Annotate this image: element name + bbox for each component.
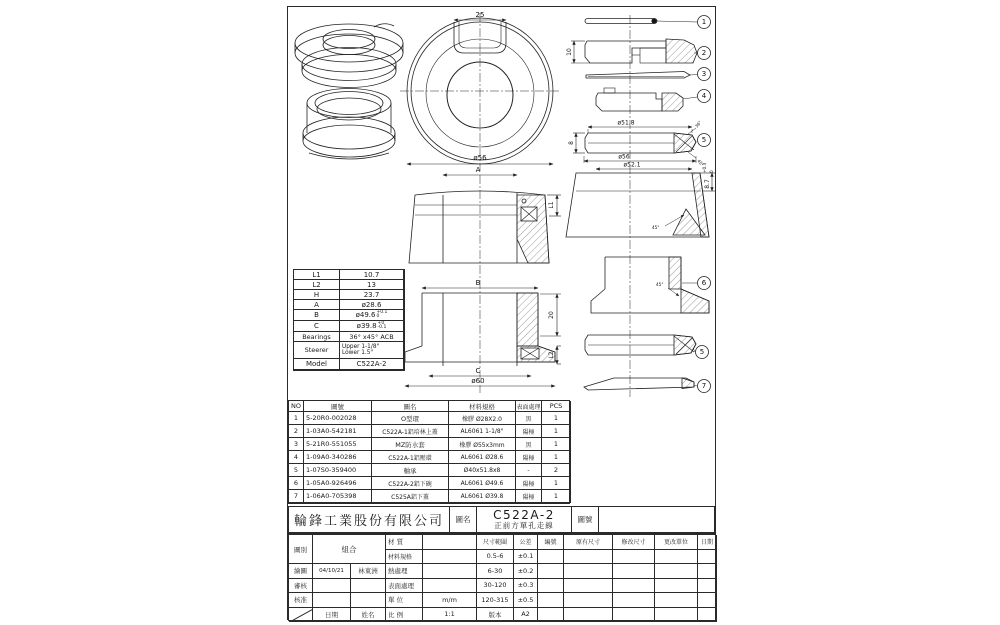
rev-cell [655, 550, 698, 565]
spec-value: 36° x45° ACB [340, 332, 404, 342]
version-value: A2 [514, 608, 538, 623]
steerer-lower: Lower 1.5" [342, 350, 374, 356]
material-spec-label: 材料規格 [386, 550, 423, 565]
date-label: 日期 [313, 608, 351, 623]
rev-cell [613, 550, 655, 565]
part-name: C525A鋁下蓋 [372, 490, 449, 503]
top-view [400, 11, 560, 171]
spec-label: Steerer [294, 342, 340, 359]
drawing-sheet [287, 6, 716, 620]
dim-headtube-od: ø52.1 [623, 161, 641, 169]
balloon-5b-label: 5 [699, 348, 705, 356]
spec-label: C [294, 321, 340, 332]
balloon-7-label: 7 [701, 382, 707, 390]
tol-range: 30-120 [477, 579, 514, 594]
material-value [423, 535, 477, 550]
tolerance-stack [378, 322, 387, 330]
part-no: 4 [289, 451, 304, 464]
rev-cell [613, 593, 655, 608]
approve-date [313, 593, 351, 608]
part-no: 1 [289, 412, 304, 425]
assembly-section [405, 154, 561, 393]
col-header: 表面處理 [516, 401, 542, 412]
part-number: 1-03A0-542181 [304, 425, 372, 438]
part-qty: 1 [542, 490, 571, 503]
rev-cell [613, 579, 655, 594]
rev-header-modified: 修改尺寸 [613, 535, 655, 550]
check-date [313, 579, 351, 594]
scale-value: 1:1 [423, 608, 477, 623]
part-name: MZ防水套 [372, 438, 449, 451]
unit-value: m/m [423, 593, 477, 608]
part-qty: 1 [542, 477, 571, 490]
spec-value: ø28.6 [340, 300, 404, 310]
serial-cell [538, 593, 564, 608]
drawing-number-value [599, 507, 715, 533]
drawing-name-label: 圖名 [450, 507, 477, 533]
rev-header-date: 日期 [698, 535, 717, 550]
part-finish: 陽極 [516, 477, 542, 490]
tol-value: ±0.2 [514, 564, 538, 579]
part-material: AL6061 1-1/8" [449, 425, 516, 438]
tol-value: ±0.5 [514, 593, 538, 608]
part-no: 3 [289, 438, 304, 451]
rev-cell [698, 564, 717, 579]
seal-profile [586, 72, 690, 79]
spec-value [340, 310, 404, 321]
part-material: AL6061 Ø39.8 [449, 490, 516, 503]
compression-ring-profile [596, 93, 662, 111]
spec-value-main: ø49.6 [355, 311, 376, 319]
part-name: 軸承 [372, 464, 449, 477]
dim-bearing-height: 8 [568, 141, 575, 145]
part-number: 1-09A0-340286 [304, 451, 372, 464]
slash-cell [289, 608, 313, 623]
approve-name [351, 593, 386, 608]
part-no: 7 [289, 490, 304, 503]
tol-top: +0.1 [376, 310, 388, 315]
parts-table [288, 400, 570, 504]
hatch-fill [681, 289, 709, 313]
part-material: Ø40x51.8x8 [449, 464, 516, 477]
rev-cell [564, 593, 613, 608]
dim-bearing-angle-45: 45° [696, 158, 705, 168]
hatch-fill [517, 293, 538, 346]
tol-value: ±0.1 [514, 550, 538, 565]
spec-label: H [294, 290, 340, 300]
o-ring-profile [585, 19, 657, 24]
part-finish: - [516, 464, 542, 477]
part-no: 2 [289, 425, 304, 438]
dim-assembly-od60: ø60 [471, 377, 485, 385]
rev-cell [655, 564, 698, 579]
serial-cell [538, 608, 564, 623]
surface-label: 表面處理 [386, 579, 423, 594]
rev-cell [564, 579, 613, 594]
dim-slot-width: 25 [475, 11, 485, 19]
isometric-view [295, 24, 403, 159]
drawing-number-label: 圖號 [572, 507, 599, 533]
serial-cell [538, 564, 564, 579]
part-number: 1-05A0-926496 [304, 477, 372, 490]
dim-headtube-depth: 8.7 [704, 179, 711, 189]
spec-value: 13 [340, 280, 404, 290]
rev-cell [655, 579, 698, 594]
col-header: 圖號 [304, 401, 372, 412]
balloon-1-label: 1 [701, 18, 707, 26]
rev-header-unit: 更改單位 [655, 535, 698, 550]
tol-range: 0.5-6 [477, 550, 514, 565]
tol-bot: 0 [376, 314, 380, 319]
part-finish: 陽極 [516, 451, 542, 464]
serial-cell [538, 550, 564, 565]
rev-cell [564, 564, 613, 579]
dim-assembly-b: B [475, 279, 481, 287]
hatch-fill [682, 378, 694, 389]
part-finish: 黑 [516, 412, 542, 425]
col-header: 圖名 [372, 401, 449, 412]
spec-value: C522A-2 [340, 359, 404, 370]
dim-assembly-l1: L1 [548, 201, 555, 209]
dim-bearing-od: ø51.8 [617, 119, 635, 127]
dim-assembly-a: A [475, 166, 481, 174]
col-header: PCS [542, 401, 571, 412]
spec-label: L1 [294, 270, 340, 280]
spec-value-main: ø39.8 [356, 322, 377, 330]
part-number: 1-06A0-705398 [304, 490, 372, 503]
part-name: C522A-1鋁壓環 [372, 451, 449, 464]
size-range-header: 尺寸範圍 [477, 535, 514, 550]
drawing-name-cell [477, 507, 572, 533]
rev-cell [698, 593, 717, 608]
name-label: 姓名 [351, 608, 386, 623]
rev-cell [655, 593, 698, 608]
draw-label: 繪圖 [289, 564, 313, 579]
part-name: O型環 [372, 412, 449, 425]
tol-range: 120-315 [477, 593, 514, 608]
spec-label: L2 [294, 280, 340, 290]
spec-label: B [294, 310, 340, 321]
tolerance-stack [376, 311, 387, 319]
version-label: 版本 [477, 608, 514, 623]
drawing-name: C522A-2 [493, 508, 555, 522]
dim-bearing-angle-36: 36° [693, 119, 703, 129]
part-material: 橡膠 Ø28X2.0 [449, 412, 516, 425]
part-qty: 1 [542, 438, 571, 451]
dim-headtube-angle: 45° [652, 225, 660, 230]
type-label: 圖別 [289, 535, 313, 564]
part-finish: 黑 [516, 438, 542, 451]
dim-bearing-od56: ø56 [618, 153, 630, 161]
dim-assembly-od56: ø56 [473, 154, 487, 162]
draw-date: 04/10/21 [313, 564, 351, 579]
part-qty: 2 [542, 464, 571, 477]
material-label: 材 質 [386, 535, 423, 550]
crown-race-profile [584, 378, 694, 390]
part-material: 橡膠 Ø55x3mm [449, 438, 516, 451]
rev-cell [613, 608, 655, 623]
hatch-fill [662, 93, 683, 111]
part-material: AL6061 Ø28.6 [449, 451, 516, 464]
spec-value [340, 321, 404, 332]
unit-label: 單 位 [386, 593, 423, 608]
spec-label: A [294, 300, 340, 310]
spec-label: Model [294, 359, 340, 370]
bottom-block [288, 534, 716, 621]
drawing-subtitle: 正前方單孔走線 [494, 521, 554, 530]
part-number: 1-07S0-359400 [304, 464, 372, 477]
part-name: C522A-1鋁培林上蓋 [372, 425, 449, 438]
rev-header-original: 原有尺寸 [564, 535, 613, 550]
part-number: 5-21R0-551055 [304, 438, 372, 451]
spec-value: 23.7 [340, 290, 404, 300]
part-finish: 陽極 [516, 425, 542, 438]
top-cover-profile [585, 41, 666, 63]
heat-value [423, 564, 477, 579]
part-no: 5 [289, 464, 304, 477]
rev-cell [698, 579, 717, 594]
spec-label: Bearings [294, 332, 340, 342]
part-qty: 1 [542, 425, 571, 438]
scale-label: 比 例 [386, 608, 423, 623]
title-block [288, 506, 716, 534]
company-name: 輪鋒工業股份有限公司 [289, 507, 450, 533]
part-number: 5-20R0-002028 [304, 412, 372, 425]
draw-name: 林東洲 [351, 564, 386, 579]
dim-cover-height: 10 [566, 48, 573, 56]
steerer-lines [342, 344, 379, 356]
tol-bot: -0.1 [377, 325, 387, 330]
serial-cell [538, 579, 564, 594]
rev-cell [613, 564, 655, 579]
tol-value: ±0.3 [514, 579, 538, 594]
dim-assembly-c: C [475, 367, 481, 375]
balloon-4-label: 4 [701, 92, 707, 100]
balloon-2-label: 2 [701, 49, 707, 57]
col-header: NO [289, 401, 304, 412]
exploded-column [566, 15, 715, 397]
rev-cell [564, 608, 613, 623]
rev-cell [564, 550, 613, 565]
hatch-fill [666, 39, 697, 63]
spec-table [293, 269, 405, 371]
part-qty: 1 [542, 412, 571, 425]
balloon-5-label: 5 [701, 136, 707, 144]
rev-cell [655, 608, 698, 623]
part-finish: 陽極 [516, 490, 542, 503]
check-name [351, 579, 386, 594]
diagonal-line [289, 608, 313, 622]
hatch-fill [669, 257, 681, 289]
dim-assembly-20: 20 [548, 311, 555, 319]
part-no: 6 [289, 477, 304, 490]
spec-value: 10.7 [340, 270, 404, 280]
dim-cup-angle: 45° [656, 282, 664, 287]
serial-header: 編號 [538, 535, 564, 550]
tolerance-header: 公差 [514, 535, 538, 550]
part-name: C522A-2鋁下碗 [372, 477, 449, 490]
dim-assembly-l2: L2 [548, 351, 555, 359]
spec-value [340, 342, 404, 359]
part-material: AL6061 Ø49.6 [449, 477, 516, 490]
material-spec-value [423, 550, 477, 565]
surface-value [423, 579, 477, 594]
approve-label: 核准 [289, 593, 313, 608]
steerer-upper: Upper 1-1/8" [342, 344, 380, 350]
part-qty: 1 [542, 451, 571, 464]
balloon-6-label: 6 [701, 279, 707, 287]
tol-range: 6-30 [477, 564, 514, 579]
hatch-fill [517, 195, 549, 263]
check-label: 審核 [289, 579, 313, 594]
heat-label: 熱處理 [386, 564, 423, 579]
tol-top: +0 [377, 321, 385, 326]
rev-cell [698, 550, 717, 565]
rev-cell [698, 608, 717, 623]
dim-headtube-tol-bot: 0 [709, 170, 714, 173]
balloon-3-label: 3 [701, 70, 707, 78]
col-header: 材料規格 [449, 401, 516, 412]
type-value: 組合 [313, 535, 386, 564]
dim-headtube-tol-top: +0.3 [702, 162, 707, 173]
